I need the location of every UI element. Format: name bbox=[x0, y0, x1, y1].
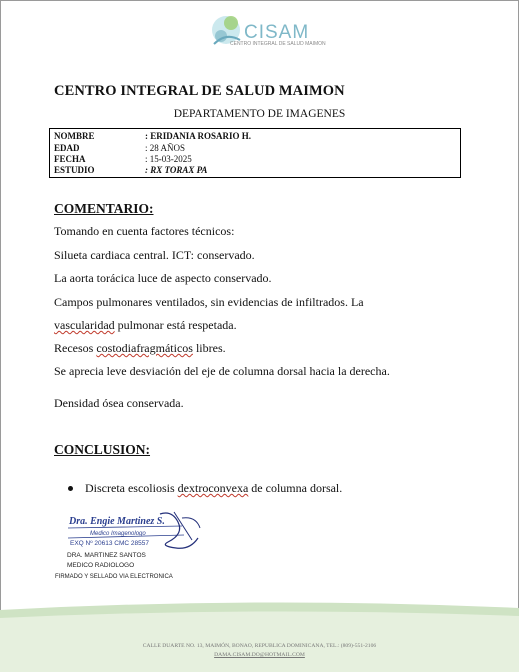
footer-address: CALLE DUARTE NO. 13, MAIMÓN, BONAO, REPUBLICA DOMINICANA, TEL.: (809)-551-2106 bbox=[142, 643, 377, 649]
stamp-ids: EXQ Nº 20613 CMC 28557 bbox=[70, 540, 149, 547]
center-title: CENTRO INTEGRAL DE SALUD MAIMON bbox=[54, 83, 345, 99]
comment-line bbox=[54, 318, 237, 333]
comment-line: Campos pulmonares ventilados, sin evidencias de infiltrados. La bbox=[54, 295, 364, 309]
signature-stamp bbox=[64, 508, 214, 556]
comment-line: Silueta cardiaca central. ICT: conservado. bbox=[54, 248, 255, 262]
info-label: FECHA bbox=[54, 154, 86, 164]
footer-wave-decoration bbox=[0, 598, 519, 672]
conclusion-bullet bbox=[68, 481, 342, 496]
patient-info-box bbox=[49, 128, 461, 178]
conclusion-text: de columna dorsal. bbox=[251, 481, 343, 495]
bullet-icon bbox=[68, 486, 73, 491]
comment-line bbox=[54, 341, 226, 356]
spellcheck-word: dextroconvexa bbox=[177, 481, 249, 495]
comment-heading: COMENTARIO: bbox=[54, 201, 154, 216]
info-value: : RX TORAX PA bbox=[145, 165, 208, 175]
doctor-name: DRA. MARTINEZ SANTOS bbox=[67, 552, 146, 559]
info-label: ESTUDIO bbox=[54, 165, 95, 175]
info-label: EDAD bbox=[54, 143, 80, 153]
info-label: NOMBRE bbox=[54, 131, 95, 141]
conclusion-heading: CONCLUSION: bbox=[54, 442, 151, 457]
comment-line: Se aprecia leve desviación del eje de columna dorsal hacia la derecha. bbox=[54, 364, 390, 378]
logo-wordmark: CISAM bbox=[244, 22, 310, 43]
comment-text: pulmonar está respetada. bbox=[117, 318, 237, 332]
conclusion-text: Discreta escoliosis bbox=[85, 481, 175, 495]
info-value: : ERIDANIA ROSARIO H. bbox=[145, 131, 252, 141]
doctor-role: MEDICO RADIOLOGO bbox=[67, 562, 135, 569]
logo-subtitle: CENTRO INTEGRAL DE SALUD MAIMON bbox=[230, 41, 326, 47]
comment-text: Recesos bbox=[54, 341, 94, 355]
spellcheck-word: costodiafragmáticos bbox=[96, 341, 193, 355]
comment-text: libres. bbox=[195, 341, 226, 355]
info-value: : 15-03-2025 bbox=[145, 154, 192, 164]
signature-scribble-icon bbox=[64, 508, 214, 556]
cisam-logo bbox=[206, 10, 326, 54]
comment-line: Tomando en cuenta factores técnicos: bbox=[54, 224, 235, 238]
footer-email-link[interactable]: DAMA.CISAM.DO@HOTMAIL.COM bbox=[214, 652, 305, 658]
comment-line: La aorta torácica luce de aspecto conservado. bbox=[54, 271, 272, 285]
info-value: : 28 AÑOS bbox=[145, 143, 186, 153]
stamp-name: Dra. Engie Martinez S. bbox=[69, 516, 165, 527]
department-title: DEPARTAMENTO DE IMAGENES bbox=[173, 108, 346, 120]
electronic-signature-note: FIRMADO Y SELLADO VIA ELECTRONICA bbox=[55, 574, 173, 580]
spellcheck-word: vascularidad bbox=[54, 318, 115, 332]
comment-line: Densidad ósea conservada. bbox=[54, 396, 184, 410]
stamp-role: Medico Imagenologo bbox=[90, 531, 146, 537]
